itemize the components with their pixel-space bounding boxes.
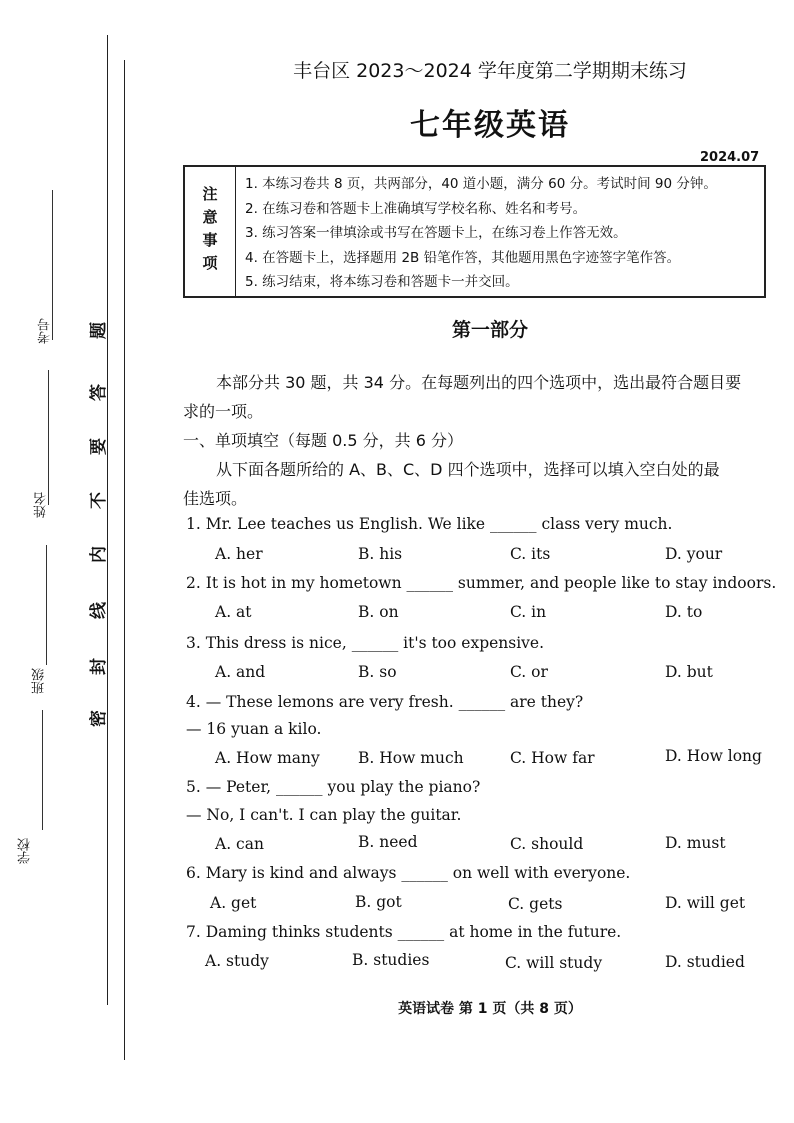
option: B. studies <box>352 951 430 969</box>
option: C. will study <box>505 954 603 972</box>
notice-label: 注意事项 <box>200 185 219 278</box>
notice-label-cell <box>185 167 236 296</box>
option: A. at <box>215 603 252 621</box>
school-line <box>42 710 43 830</box>
option: A. study <box>205 952 269 970</box>
option: D. must <box>665 834 726 852</box>
notice-item: 1. 本练习卷共 8 页，共两部分，40 道小题，满分 60 分。考试时间 90 分钟。 <box>245 176 717 192</box>
part-intro: 求的一项。 <box>183 402 264 421</box>
question-stem: — 16 yuan a kilo. <box>186 720 322 738</box>
option: A. get <box>210 894 257 912</box>
question-stem: 2. It is hot in my hometown ______ summer, and people like to stay indoors. <box>186 574 777 592</box>
notice-item: 2. 在练习卷和答题卡上准确填写学校名称、姓名和考号。 <box>245 200 587 217</box>
question-stem: — No, I can't. I can play the guitar. <box>186 806 462 824</box>
class-label: 班级 <box>32 668 47 694</box>
option: B. need <box>358 833 418 851</box>
notice-list <box>245 172 760 295</box>
question-stem: 7. Daming thinks students ______ at home in the future. <box>186 923 622 941</box>
option: A. How many <box>215 749 320 767</box>
exam-subtitle: 丰台区 2023～2024 学年度第二学期期末练习 <box>293 60 687 82</box>
option: C. should <box>510 835 584 853</box>
option: D. your <box>665 545 723 563</box>
option: D. How long <box>665 747 762 765</box>
seal-char: 线 <box>89 602 109 619</box>
option: C. in <box>510 603 547 621</box>
part-intro: 本部分共 30 题，共 34 分。在每题列出的四个选项中，选出最符合题目要 <box>216 373 742 392</box>
option: B. on <box>358 603 399 621</box>
section-title: 一、单项填空（每题 0.5 分，共 6 分） <box>183 431 463 450</box>
seal-char: 要 <box>89 438 109 455</box>
school-label: 学校 <box>18 838 33 864</box>
page-footer: 英语试卷 第 1 页（共 8 页） <box>398 1001 582 1017</box>
question-stem: 1. Mr. Lee teaches us English. We like ______ class very much. <box>186 515 673 533</box>
option: D. studied <box>665 953 745 971</box>
option: C. or <box>510 663 548 681</box>
binding-line-inner <box>107 35 108 1005</box>
option: D. to <box>665 603 703 621</box>
option: A. can <box>215 835 264 853</box>
exam-no-label: 考号 <box>38 318 53 344</box>
notice-item: 5. 练习结束，将本练习卷和答题卡一并交回。 <box>245 274 519 290</box>
exam-date: 2024.07 <box>700 150 760 165</box>
question-stem: 6. Mary is kind and always ______ on well with everyone. <box>186 864 631 882</box>
section-intro: 从下面各题所给的 A、B、C、D 四个选项中，选择可以填入空白处的最 <box>216 460 720 479</box>
option: C. gets <box>508 895 563 913</box>
option: B. How much <box>358 749 464 767</box>
option: C. How far <box>510 749 595 767</box>
notice-box <box>183 165 766 298</box>
seal-char: 答 <box>89 384 109 401</box>
section-intro: 佳选项。 <box>183 489 248 508</box>
seal-char: 内 <box>89 546 109 563</box>
seal-char: 不 <box>89 492 109 509</box>
option: D. will get <box>665 894 746 912</box>
option: B. so <box>358 663 397 681</box>
seal-char: 密 <box>89 710 109 727</box>
question-stem: 3. This dress is nice, ______ it's too expensive. <box>186 634 545 652</box>
option: C. its <box>510 545 551 563</box>
notice-item: 3. 练习答案一律填涂或书写在答题卡上，在练习卷上作答无效。 <box>245 225 627 241</box>
name-label: 姓名 <box>34 492 49 518</box>
option: B. got <box>355 893 402 911</box>
seal-char: 封 <box>89 658 109 675</box>
class-line <box>46 545 47 665</box>
option: A. and <box>215 663 266 681</box>
option: B. his <box>358 545 403 563</box>
option: D. but <box>665 663 713 681</box>
seal-char: 题 <box>89 322 109 339</box>
page-title: 七年级英语 <box>410 108 570 143</box>
name-line <box>48 370 49 505</box>
binding-line-outer <box>124 60 125 1060</box>
part-title: 第一部分 <box>451 319 528 341</box>
question-stem: 5. — Peter, ______ you play the piano? <box>186 778 481 796</box>
notice-item: 4. 在答题卡上，选择题用 2B 铅笔作答，其他题用黑色字迹签字笔作答。 <box>245 249 681 266</box>
question-stem: 4. — These lemons are very fresh. ______ are they? <box>186 693 584 711</box>
option: A. her <box>215 545 263 563</box>
